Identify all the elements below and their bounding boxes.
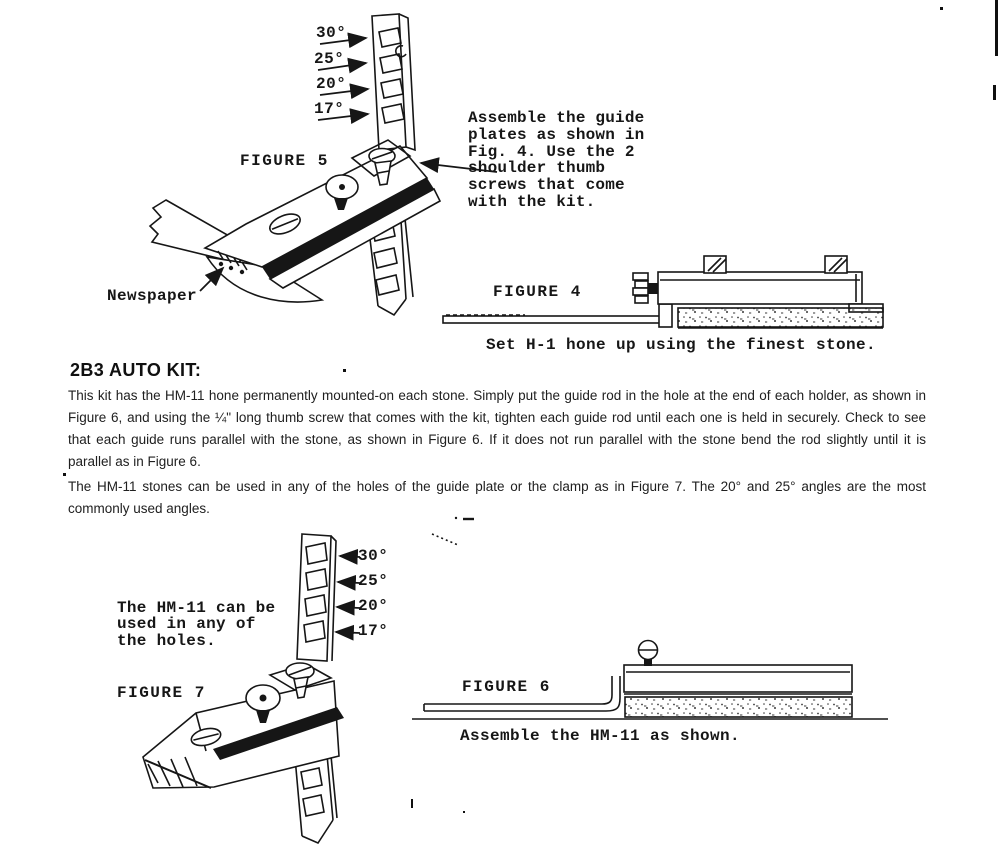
paragraph-line: This kit has the HM-11 hone permanently mounted-on each stone. Simply put the guide rod in the hole at the end of each holder, as shown in (68, 388, 926, 403)
angle-arrow-30 (340, 556, 360, 557)
figure7-note (117, 600, 275, 649)
angle-arrow-20 (337, 607, 360, 608)
figure7-angle-label-30: 30° (358, 547, 389, 565)
scan-speck (940, 7, 943, 10)
body-paragraph-1 (68, 385, 926, 473)
section-heading: 2B3 AUTO KIT: (70, 360, 202, 380)
figure5-angle-label-20: 20° (316, 75, 347, 93)
annotation-line: with the kit. (468, 192, 596, 211)
angle-arrow-17 (336, 632, 360, 633)
figure7-angle-label-20: 20° (358, 597, 389, 615)
paragraph-line: Figure 6, and using the ¼" long thumb screw that comes with the kit, tighten each guide rod until each one is held in securely. Check to see (68, 410, 926, 425)
figure5-angle-label-17: 17° (314, 100, 345, 118)
paragraph-line: commonly used angles. (68, 501, 210, 516)
figure7-angle-label-25: 25° (358, 572, 389, 590)
paragraph-line: that each guide runs parallel with the stone, as shown in Figure 6. If it does not run parallel with the stone bend the rod slightly until it is (68, 432, 926, 447)
note-line: The HM-11 can be (117, 599, 276, 617)
guide-rod (443, 316, 661, 323)
note-line: the holes. (117, 631, 217, 650)
annotation-line: Assemble the guide (468, 109, 645, 127)
figure6-caption: Assemble the HM-11 as shown. (460, 727, 741, 745)
scan-edge-line (995, 0, 998, 56)
figure4-label: FIGURE 4 (493, 283, 582, 301)
hone-body (658, 272, 862, 304)
scan-squiggle-artifacts (432, 517, 474, 545)
sharpening-stone (678, 308, 883, 327)
hone-tabs (704, 256, 847, 273)
note-line: used in any of (117, 615, 256, 634)
figure7-angle-arrows (336, 556, 360, 633)
sharpening-stone (625, 697, 852, 717)
angle-arrow-25 (338, 582, 360, 583)
figure7-guide-plate-strip-upper (297, 534, 336, 661)
figure4-caption: Set H-1 hone up using the finest stone. (486, 336, 877, 354)
paragraph-line: The HM-11 stones can be used in any of the holes of the guide plate or the clamp as in Figure 7. The 20° and 25° angles are the most (68, 479, 926, 494)
newspaper-pointer-arrow (200, 268, 223, 291)
body-paragraph-2 (68, 476, 926, 520)
annotation-line: screws that come (468, 176, 625, 195)
figure7-angle-label-17: 17° (358, 622, 389, 640)
figure7-label: FIGURE 7 (117, 684, 206, 702)
scan-edge-dash (993, 85, 996, 100)
annotation-line: shoulder thumb (468, 159, 606, 178)
hone-body (624, 665, 852, 692)
newspaper-label: Newspaper (107, 287, 198, 305)
figure5-guide-plate-strip-upper (372, 14, 415, 150)
scan-speck (343, 369, 346, 372)
figure5-angle-label-30: 30° (316, 24, 347, 42)
figure6-label: FIGURE 6 (462, 678, 551, 696)
thumb-screw (639, 641, 658, 667)
figure5-annotation (468, 110, 644, 211)
annotation-line: Fig. 4. Use the 2 (468, 142, 635, 161)
rod-joint (659, 304, 672, 327)
figure5-label: FIGURE 5 (240, 152, 329, 170)
paragraph-line: parallel as in Figure 6. (68, 454, 201, 469)
scan-speck (411, 799, 413, 808)
scan-speck (63, 473, 66, 476)
annotation-line: plates as shown in (468, 125, 645, 144)
knurled-side-screw (633, 273, 659, 303)
figure5-angle-label-25: 25° (314, 50, 345, 68)
scan-speck (463, 811, 465, 813)
